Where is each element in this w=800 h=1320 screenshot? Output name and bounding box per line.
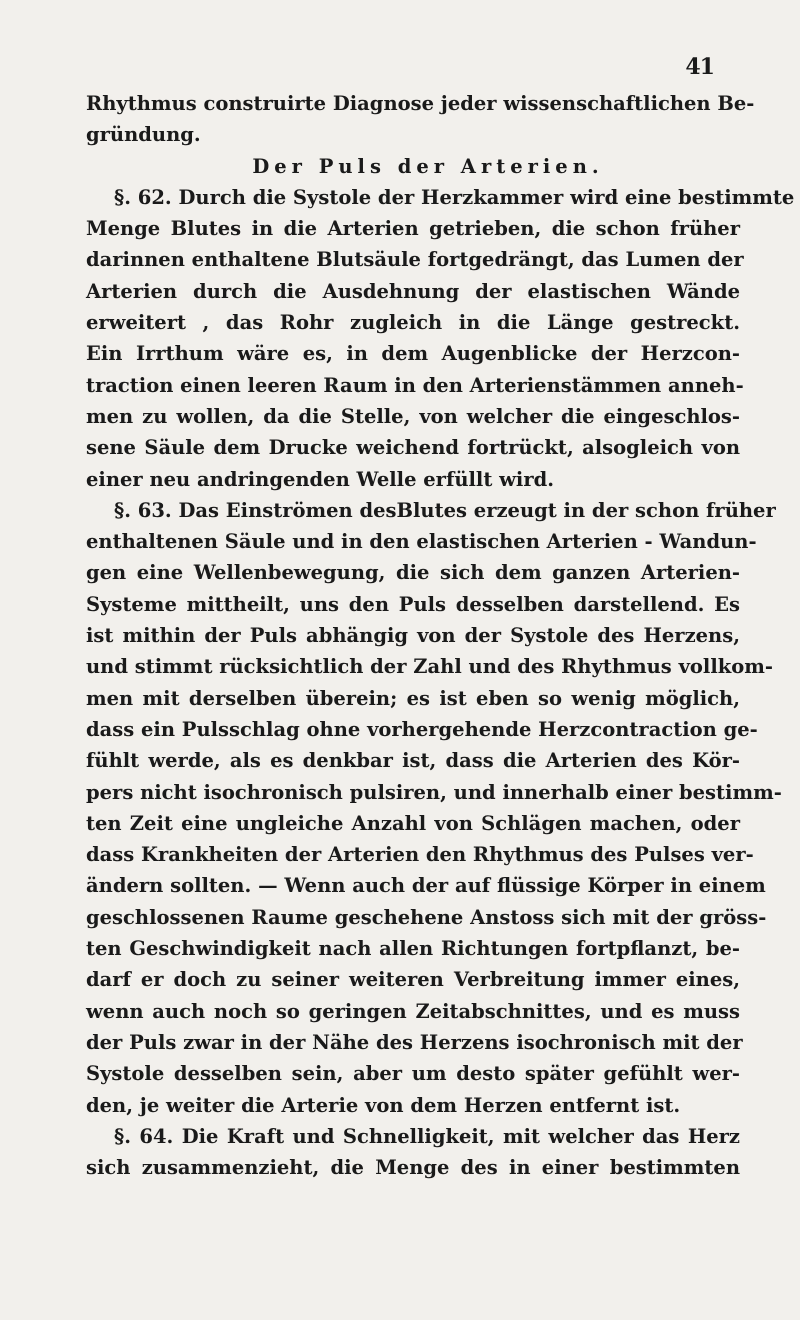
text-line: erweitert , das Rohr zugleich in die Länge gestreckt. [86, 311, 740, 335]
text-line: ten Zeit eine ungleiche Anzahl von Schlägen machen, oder [86, 811, 740, 835]
text-line: sich zusammenzieht, die Menge des in einer bestimmten [86, 1156, 740, 1180]
text-line: wenn auch noch so geringen Zeitabschnittes, und es muss [86, 999, 740, 1023]
text-line: darf er doch zu seiner weiteren Verbreitung immer eines, [86, 968, 740, 992]
paragraph-start-line: §. 62. Durch die Systole der Herzkammer wird eine bestimmte [114, 185, 795, 209]
text-line: ten Geschwindigkeit nach allen Richtungen fortpflanzt, be- [86, 937, 740, 961]
paragraph-start-line: §. 64. Die Kraft und Schnelligkeit, mit welcher das Herz [114, 1124, 740, 1148]
text-line: den, je weiter die Arterie von dem Herzen entfernt ist. [86, 1093, 681, 1117]
text-line: gen eine Wellenbewegung, die sich dem ganzen Arterien- [86, 561, 740, 585]
text-line: dass ein Pulsschlag ohne vorhergehende Herzcontraction ge- [86, 717, 758, 741]
text-line: Ein Irrthum wäre es, in dem Augenblicke der Herzcon- [86, 342, 740, 366]
text-line: darinnen enthaltene Blutsäule fortgedrängt, das Lumen der [86, 248, 744, 272]
text-line: geschlossenen Raume geschehene Anstoss sich mit der gröss- [86, 905, 767, 929]
text-line: Rhythmus construirte Diagnose jeder wissenschaftlichen Be- [86, 92, 755, 115]
text-line: men mit derselben überein; es ist eben so wenig möglich, [86, 686, 740, 710]
text-line: traction einen leeren Raum in den Arterienstämmen anneh- [86, 373, 744, 397]
text-line: Systeme mittheilt, uns den Puls desselben darstellend. Es [86, 592, 740, 616]
text-line: fühlt werde, als es denkbar ist, dass die Arterien des Kör- [86, 749, 740, 773]
text-line: gründung. [86, 123, 201, 147]
text-line: Systole desselben sein, aber um desto später gefühlt wer- [86, 1062, 740, 1086]
text-line: enthaltenen Säule und in den elastischen Arterien - Wandun- [86, 530, 757, 554]
text-line: Arterien durch die Ausdehnung der elastischen Wände [86, 279, 740, 303]
text-line: sene Säule dem Drucke weichend fortrückt, alsogleich von [86, 436, 740, 460]
text-line: Menge Blutes in die Arterien getrieben, die schon früher [86, 217, 740, 241]
text-line: dass Krankheiten der Arterien den Rhythmus des Pulses ver- [86, 843, 754, 867]
text-line: pers nicht isochronisch pulsiren, und innerhalb einer bestimm- [86, 780, 782, 804]
text-line: und stimmt rücksichtlich der Zahl und des Rhythmus vollkom- [86, 655, 773, 679]
text-line: der Puls zwar in der Nähe des Herzens isochronisch mit der [86, 1030, 743, 1054]
page-number: 41 [685, 54, 714, 80]
text-line: men zu wollen, da die Stelle, von welcher die eingeschlos- [86, 404, 740, 428]
text-line: einer neu andringenden Welle erfüllt wird. [86, 467, 555, 491]
text-line: ändern sollten. — Wenn auch der auf flüssige Körper in einem [86, 874, 766, 898]
body-text [86, 88, 795, 1183]
text-line: ist mithin der Puls abhängig von der Systole des Herzens, [86, 624, 740, 648]
section-heading: Der Puls der Arterien. [252, 154, 604, 178]
paragraph-start-line: §. 63. Das Einströmen desBlutes erzeugt in der schon früher [114, 498, 776, 522]
